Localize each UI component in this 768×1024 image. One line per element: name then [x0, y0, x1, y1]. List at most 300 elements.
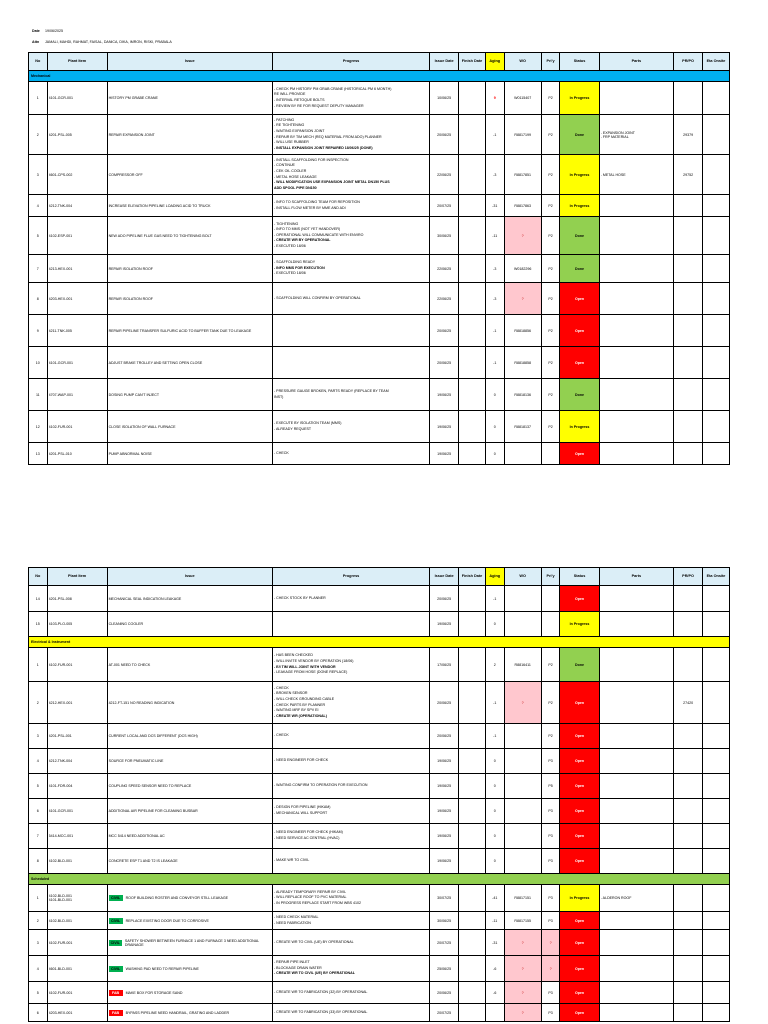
attn-label: Attn — [32, 40, 40, 44]
issue-date: 20/06/25 — [430, 682, 459, 724]
finish-date — [459, 956, 486, 982]
progress — [272, 724, 429, 749]
priority: P3 — [541, 824, 560, 849]
discipline-tag: CIVIL — [109, 940, 122, 946]
progress-line: - WILL USE RUBBER — [273, 140, 309, 145]
table-row — [29, 849, 730, 874]
issue-date: 30/06/25 — [430, 217, 459, 255]
work-order — [504, 774, 541, 799]
plant-item-line: 4102-FUR-001 — [48, 662, 73, 667]
issue-date: 30/06/25 — [430, 912, 459, 930]
row-no: 5 — [29, 982, 48, 1004]
row-no: 5 — [29, 217, 48, 255]
col-priority-header: Pri'y — [541, 53, 560, 71]
plant-item-line: 4101-GCR-001 — [48, 360, 73, 365]
issue-date: 25/06/25 — [430, 956, 459, 982]
finish-date — [459, 612, 486, 637]
eta-onsite — [703, 749, 730, 774]
parts — [599, 682, 673, 724]
pr-po — [674, 315, 703, 347]
pr-po — [674, 724, 703, 749]
issue-date: 19/06/25 — [430, 774, 459, 799]
finish-date — [459, 648, 486, 682]
work-order: ? — [504, 1004, 541, 1022]
progress-line: - DESIGN FOR PIPELINE (HIKAM) — [273, 805, 331, 810]
table-row — [29, 379, 730, 411]
pr-po — [674, 956, 703, 982]
progress-line: - EXECUTE BY ISOLATION TEAM (MMS) — [273, 420, 342, 425]
priority: P2 — [541, 724, 560, 749]
progress-line: - NEED FABRICATION — [273, 920, 311, 925]
header-row — [29, 53, 730, 71]
parts — [599, 956, 673, 982]
status-badge: Done — [560, 115, 599, 155]
issue-table-1 — [28, 52, 730, 465]
plant-item-line: 4201-PSL-010 — [48, 451, 72, 456]
priority — [541, 612, 560, 637]
finish-date — [459, 255, 486, 283]
plant-item — [47, 956, 107, 982]
eta-onsite — [703, 315, 730, 347]
parts-line: - ALDERON ROOF — [600, 896, 632, 900]
finish-date — [459, 849, 486, 874]
eta-onsite — [703, 379, 730, 411]
table-row — [29, 724, 730, 749]
issue-date: 19/06/25 — [430, 849, 459, 874]
progress-line: - WILL CHECK GROUNDING CABLE — [273, 696, 335, 701]
eta-onsite — [703, 255, 730, 283]
work-order — [504, 824, 541, 849]
eta-onsite — [703, 217, 730, 255]
progress-line: - REVIEW BY RE FOR REQUEST DEPUTY MANAGER — [273, 103, 364, 108]
eta-onsite — [703, 411, 730, 443]
table-row — [29, 956, 730, 982]
col-eta-onsite-header: Eta Onsite — [703, 53, 730, 71]
progress-line: - TIGHTENING — [273, 221, 299, 226]
col-pr-po-header: PR/PO — [674, 53, 703, 71]
plant-item-line: 4102-ESP-001 — [48, 233, 73, 238]
finish-date — [459, 1004, 486, 1022]
parts — [599, 315, 673, 347]
plant-item — [47, 749, 107, 774]
progress — [272, 682, 429, 724]
discipline-tag: FAB — [109, 990, 123, 996]
work-order: R8817155 — [504, 912, 541, 930]
status-badge: In Progress — [560, 612, 599, 637]
issue: ADDITIONAL AIR PIPELINE FOR CLEANING BUSBAR — [107, 799, 272, 824]
parts — [599, 283, 673, 315]
section-row — [29, 637, 730, 648]
issue-date: 10/06/25 — [430, 82, 459, 115]
parts — [599, 912, 673, 930]
issue — [107, 912, 272, 930]
pr-po — [674, 799, 703, 824]
issue-date: 20/07/25 — [430, 195, 459, 217]
finish-date — [459, 283, 486, 315]
finish-date — [459, 912, 486, 930]
progress-line: - CHECK PARTS BY PLANNER — [273, 702, 326, 707]
progress — [272, 956, 429, 982]
plant-item-line: 4101-BLD-001 — [48, 898, 72, 902]
priority: P3 — [541, 749, 560, 774]
progress-line: - CREATE WR TO FABRICATION (33) BY OPERATIONAL — [273, 1009, 368, 1014]
parts-line: - EXPANSION JOINT — [600, 130, 635, 135]
progress — [272, 347, 429, 379]
work-order: R8817199 — [504, 115, 541, 155]
work-order: R8818136 — [504, 379, 541, 411]
status-badge: Open — [560, 443, 599, 465]
discipline-tag: CIVIL — [109, 966, 123, 972]
row-no: 12 — [29, 411, 48, 443]
work-order: R8818137 — [504, 411, 541, 443]
eta-onsite — [703, 1004, 730, 1022]
progress-line: - CREATE WR TO CIVIL (UE) BY OPERATIONAL — [273, 971, 355, 976]
table-row — [29, 648, 730, 682]
section-label: Mechanical — [29, 71, 730, 82]
issue: REPAIR PIPELINE TRANSFER SULFURIC ACID TO BUFFER TANK DUE TO LEAKAGE — [107, 315, 272, 347]
plant-item-line: 4103-PLO-005 — [48, 622, 73, 626]
table-row — [29, 283, 730, 315]
aging: 0 — [485, 443, 504, 465]
row-no: 3 — [29, 724, 48, 749]
col-status-header: Status — [560, 568, 599, 586]
priority: P3 — [541, 912, 560, 930]
aging: 0 — [485, 379, 504, 411]
aging: -1 — [485, 115, 504, 155]
eta-onsite — [703, 195, 730, 217]
progress — [272, 982, 429, 1004]
parts — [599, 195, 673, 217]
work-order: ? — [504, 956, 541, 982]
issue-text: ROOF BUILDING ROSTER AND CONVEYOR STILL LEAKAGE — [125, 896, 229, 900]
issue-wrap — [109, 990, 271, 996]
table-row — [29, 586, 730, 612]
plant-item-line: 4212-TNK-004 — [48, 759, 73, 763]
plant-item — [47, 799, 107, 824]
aging: -1 — [485, 315, 504, 347]
issue: CLEANING COOLER — [107, 612, 272, 637]
aging: 0 — [485, 824, 504, 849]
attn-line — [32, 40, 172, 45]
pr-po: 29379 — [674, 115, 703, 155]
progress — [272, 774, 429, 799]
table-row — [29, 411, 730, 443]
col-parts-header: Parts — [599, 53, 673, 71]
parts — [599, 749, 673, 774]
aging: 0 — [485, 849, 504, 874]
issue-date: 19/06/25 — [430, 824, 459, 849]
row-no: 1 — [29, 648, 48, 682]
eta-onsite — [703, 115, 730, 155]
parts — [599, 982, 673, 1004]
finish-date — [459, 749, 486, 774]
work-order: ? — [504, 217, 541, 255]
aging: -41 — [485, 885, 504, 912]
plant-item — [47, 824, 107, 849]
col-finish-date-header: Finish Date — [459, 568, 486, 586]
progress-line: ADD SPOOL PIPE DN150 — [273, 185, 317, 190]
table-row — [29, 799, 730, 824]
finish-date — [459, 885, 486, 912]
table-row — [29, 930, 730, 956]
parts — [599, 115, 673, 155]
progress-line: - INTERVAL RETOQUE BOLTS — [273, 98, 325, 102]
pr-po — [674, 283, 703, 315]
progress — [272, 586, 429, 612]
priority: P2 — [541, 347, 560, 379]
progress-line: - WILL MODIFICATION USE EXPANSION JOINT METAL DN150 PLUS — [273, 180, 390, 185]
pr-po — [674, 749, 703, 774]
parts — [599, 648, 673, 682]
aging: -1 — [485, 347, 504, 379]
row-no: 4 — [29, 749, 48, 774]
progress-line: - CREATE WR BY OPERATIONAL — [273, 238, 331, 243]
progress-line: - INFO MMS FOR EXECUTION — [273, 265, 325, 270]
eta-onsite — [703, 885, 730, 912]
parts — [599, 885, 673, 912]
plant-item-line: 4101-GCR-001 — [48, 809, 73, 813]
header-row — [29, 568, 730, 586]
aging: 0 — [485, 749, 504, 774]
issue — [107, 885, 272, 912]
progress-line: - CONTINUE — [273, 163, 295, 168]
table-row — [29, 682, 730, 724]
progress-line: - NEED ENGINEER FOR CHECK (HIKAM) — [273, 830, 343, 835]
work-order — [504, 749, 541, 774]
progress-line: - LEAKAGE FROM HOSE (DONE REPLACE) — [273, 670, 348, 675]
plant-item-line: 4213-HEX-001 — [48, 266, 73, 271]
priority: ? — [541, 956, 560, 982]
aging: 0 — [485, 612, 504, 637]
issue: CURRENT LOCAL AND DCS DIFFERENT (DCS HIGH) — [107, 724, 272, 749]
row-no: 9 — [29, 315, 48, 347]
plant-item — [47, 195, 107, 217]
plant-item — [47, 774, 107, 799]
col-eta-onsite-header: Eta Onsite — [703, 568, 730, 586]
progress-line: - NEED ENGINEER FOR CHECK — [273, 758, 329, 763]
issue: COUPLING SPEED SENSOR NEED TO REPLACE — [107, 774, 272, 799]
work-order: ? — [504, 982, 541, 1004]
status-badge: Open — [560, 315, 599, 347]
progress-line: - INFO TO SCAFFOLDING TEAM FOR REPOSITION — [273, 199, 360, 204]
work-order: W0182296 — [504, 255, 541, 283]
plant-item — [47, 82, 107, 115]
plant-item-line: 4102-FUR-001 — [48, 424, 73, 429]
row-no: 2 — [29, 682, 48, 724]
priority: P3 — [541, 982, 560, 1004]
progress-line: - WAITING CONFIRM TO OPERATION FOR EXECUTION — [273, 783, 368, 788]
progress — [272, 217, 429, 255]
pr-po — [674, 648, 703, 682]
finish-date — [459, 411, 486, 443]
finish-date — [459, 379, 486, 411]
issue-date: 19/06/25 — [430, 411, 459, 443]
parts — [599, 82, 673, 115]
work-order: R8817151 — [504, 885, 541, 912]
issue-date: 22/06/25 — [430, 283, 459, 315]
eta-onsite — [703, 774, 730, 799]
row-no: 8 — [29, 849, 48, 874]
aging: -3 — [485, 155, 504, 195]
progress — [272, 115, 429, 155]
status-badge: Open — [560, 586, 599, 612]
work-order — [504, 612, 541, 637]
issue-wrap — [109, 939, 271, 947]
col-aging-header: Aging — [485, 568, 504, 586]
progress-line: - OPERATIONAL WILL COMMUNICATE WITH ENVIRO — [273, 232, 364, 237]
pr-po — [674, 849, 703, 874]
row-no: 6 — [29, 799, 48, 824]
pr-po — [674, 824, 703, 849]
row-no: 15 — [29, 612, 48, 637]
aging: -11 — [485, 217, 504, 255]
progress-line: - ALREADY TEMPORARY REPAIR BY CIVIL — [273, 889, 347, 894]
issue-wrap — [109, 918, 271, 924]
work-order: ? — [504, 682, 541, 724]
col-aging-header: Aging — [485, 53, 504, 71]
progress — [272, 315, 429, 347]
finish-date — [459, 724, 486, 749]
priority: P3 — [541, 799, 560, 824]
row-no: 8 — [29, 283, 48, 315]
aging: -6 — [485, 982, 504, 1004]
issue-date: 30/07/25 — [430, 885, 459, 912]
row-no: 4 — [29, 195, 48, 217]
progress-line: - CHECK — [273, 685, 289, 690]
priority: P2 — [541, 155, 560, 195]
progress-line: - RE TIGHTENING — [273, 123, 305, 128]
priority: P2 — [541, 115, 560, 155]
pr-po — [674, 912, 703, 930]
pr-po — [674, 586, 703, 612]
col-pr-po-header: PR/PO — [674, 568, 703, 586]
section-row — [29, 71, 730, 82]
plant-item — [47, 586, 107, 612]
plant-item — [47, 849, 107, 874]
priority — [541, 443, 560, 465]
eta-onsite — [703, 82, 730, 115]
progress — [272, 379, 429, 411]
plant-item — [47, 912, 107, 930]
issue: CLOSE ISOLATION OF WALL FURNACE — [107, 411, 272, 443]
issue-text: WASHING PAD NEED TO REPAIR PIPELINE — [125, 966, 199, 971]
issue-wrap — [109, 966, 271, 972]
work-order: ? — [504, 283, 541, 315]
discipline-tag: CIVIL — [109, 895, 123, 901]
parts — [599, 1004, 673, 1022]
status-badge: In Progress — [560, 82, 599, 115]
date-value: 19/06/2025 — [45, 29, 63, 33]
issue: SOURCE FOR PNEUMATIC LINE — [107, 749, 272, 774]
finish-date — [459, 824, 486, 849]
parts — [599, 255, 673, 283]
plant-item-line: 4601-CPS-002 — [48, 172, 73, 177]
progress-line: - CHECK STOCK BY PLANNER — [273, 595, 326, 600]
pr-po — [674, 411, 703, 443]
parts — [599, 849, 673, 874]
eta-onsite — [703, 799, 730, 824]
issue-text: MAKE BOX FOR STORAGE SAND — [125, 990, 183, 995]
issue-date: 20/06/25 — [430, 724, 459, 749]
plant-item-line: 4201-PSL-005 — [48, 132, 72, 137]
col-plant-item-header: Plant Item — [47, 53, 107, 71]
progress-line: - BLOCKAGE DRAIN WATER — [273, 965, 322, 970]
table-row — [29, 749, 730, 774]
issue-date: 19/06/25 — [430, 443, 459, 465]
plant-item-line: 4212-HEX-001 — [48, 700, 73, 705]
finish-date — [459, 982, 486, 1004]
progress-line: - E/I TIM WILL JOINT WITH VENDOR — [273, 664, 336, 669]
status-badge: Open — [560, 824, 599, 849]
aging: -11 — [485, 912, 504, 930]
status-badge: Open — [560, 283, 599, 315]
progress-line: - SCAFFOLDING READY — [273, 260, 316, 265]
priority: P2 — [541, 283, 560, 315]
issue-wrap — [109, 1010, 271, 1016]
plant-item-line: 4102-BLD-001 — [48, 918, 72, 923]
issue: DOSING PUMP CAN'T INJECT — [107, 379, 272, 411]
issue-date: 20/06/25 — [430, 315, 459, 347]
eta-onsite — [703, 849, 730, 874]
row-no: 5 — [29, 774, 48, 799]
plant-item — [47, 724, 107, 749]
row-no: 2 — [29, 912, 48, 930]
col-priority-header: Pri'y — [541, 568, 560, 586]
progress — [272, 885, 429, 912]
issue-date: 19/06/25 — [430, 379, 459, 411]
eta-onsite — [703, 982, 730, 1004]
plant-item — [47, 982, 107, 1004]
issue-wrap — [109, 895, 271, 901]
finish-date — [459, 682, 486, 724]
table-row — [29, 217, 730, 255]
progress-line: - METAL HOSE LEAKAGE — [273, 174, 317, 179]
aging: 9 — [485, 82, 504, 115]
parts — [599, 799, 673, 824]
priority: P2 — [541, 82, 560, 115]
parts — [599, 612, 673, 637]
work-order: R8817851 — [504, 155, 541, 195]
progress — [272, 1004, 429, 1022]
parts — [599, 411, 673, 443]
progress-line: - CREATE WR TO FABRICATION (32) BY OPERATIONAL — [273, 989, 368, 994]
row-no: 1 — [29, 885, 48, 912]
issue: INCREASE ELEVATION PIPELINE LOADING ACID TO TRUCK — [107, 195, 272, 217]
issue: COMPRESSOR OFF — [107, 155, 272, 195]
plant-item-line: 4201-PSL-001 — [48, 734, 72, 738]
finish-date — [459, 774, 486, 799]
progress — [272, 799, 429, 824]
aging: -1 — [485, 586, 504, 612]
section-label: Scheduled — [29, 874, 730, 885]
finish-date — [459, 443, 486, 465]
work-order: R8818856 — [504, 315, 541, 347]
plant-item — [47, 217, 107, 255]
issue: MCC 5414 NEED ADDITIONAL AC — [107, 824, 272, 849]
plant-item-line: 5414-MCC-001 — [48, 834, 74, 838]
status-badge: Done — [560, 255, 599, 283]
aging: -31 — [485, 195, 504, 217]
pr-po — [674, 195, 703, 217]
row-no: 2 — [29, 115, 48, 155]
issue-date: 19/06/25 — [430, 612, 459, 637]
eta-onsite — [703, 586, 730, 612]
plant-item — [47, 1004, 107, 1022]
progress — [272, 930, 429, 956]
progress-line: - INFO TO MMS (NOT YET HANDOVER) — [273, 227, 341, 232]
priority: P2 — [541, 648, 560, 682]
finish-date — [459, 799, 486, 824]
